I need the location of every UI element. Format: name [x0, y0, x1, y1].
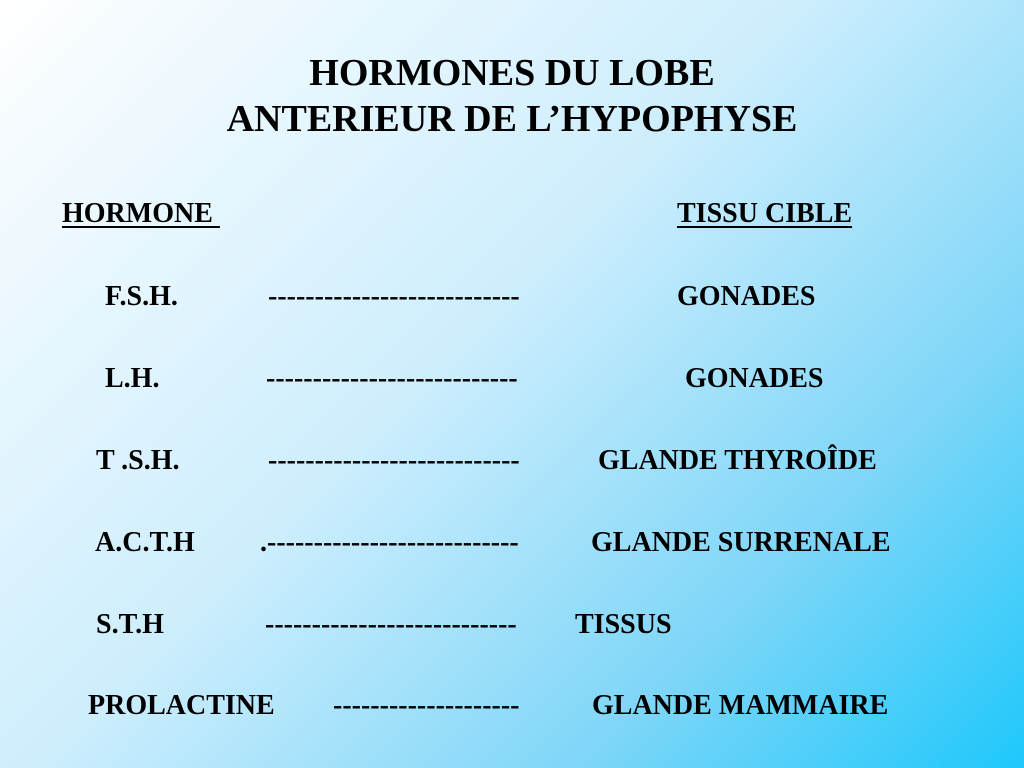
row-dashes-lh: --------------------------- — [266, 363, 518, 394]
title-line-2: ANTERIEUR DE L’HYPOPHYSE — [226, 98, 798, 140]
hormone-sth: S.T.H — [96, 609, 164, 640]
target-tsh: GLANDE THYROÎDE — [598, 445, 877, 476]
row-dashes-prolactine: -------------------- — [333, 690, 520, 721]
row-dashes-acth: .--------------------------- — [260, 527, 519, 558]
hormone-tsh: T .S.H. — [96, 445, 180, 476]
target-fsh: GONADES — [677, 281, 816, 312]
title-line-1: HORMONES DU LOBE — [309, 52, 715, 94]
hormone-lh: L.H. — [105, 363, 160, 394]
target-sth: TISSUS — [575, 609, 672, 640]
slide-title — [0, 50, 1024, 142]
target-lh: GONADES — [685, 363, 824, 394]
column-header-target: TISSU CIBLE — [677, 198, 853, 229]
hormone-fsh: F.S.H. — [105, 281, 178, 312]
hormone-acth: A.C.T.H — [95, 527, 195, 558]
row-dashes-sth: --------------------------- — [265, 609, 517, 640]
row-dashes-tsh: --------------------------- — [268, 445, 520, 476]
row-dashes-fsh: --------------------------- — [268, 281, 520, 312]
target-prolactine: GLANDE MAMMAIRE — [592, 690, 889, 721]
target-acth: GLANDE SURRENALE — [591, 527, 891, 558]
column-header-hormone: HORMONE — [62, 198, 220, 229]
hormone-prolactine: PROLACTINE — [88, 690, 275, 721]
